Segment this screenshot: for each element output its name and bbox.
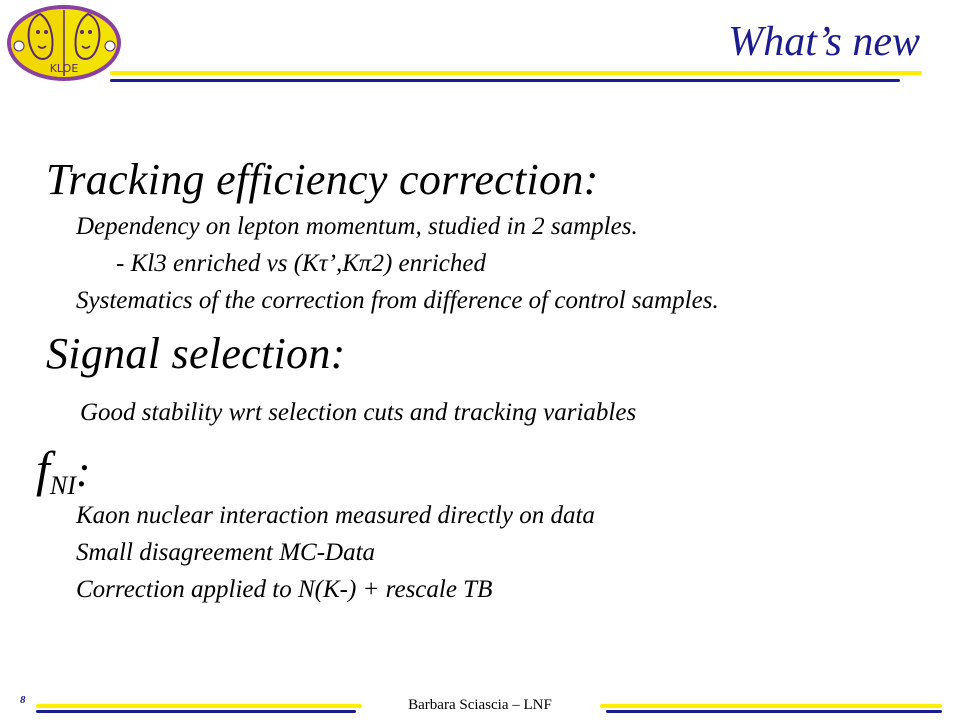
fnl-colon: : — [75, 447, 91, 496]
fnl-line-1: Kaon nuclear interaction measured directly on data — [76, 502, 595, 529]
tracking-heading: Tracking efficiency correction: — [46, 155, 599, 204]
signal-line-1: Good stability wrt selection cuts and tracking variables — [80, 399, 637, 426]
tracking-line-1: Dependency on lepton momentum, studied in 2 samples. — [76, 213, 638, 240]
kloe-logo — [4, 2, 124, 84]
tracking-line-3: Systematics of the correction from difference of control samples. — [76, 287, 719, 314]
slide-title: What’s new — [728, 19, 920, 65]
svg-text:KLOE: KLOE — [49, 62, 79, 75]
header-rule-blue — [110, 79, 900, 82]
fnl-subscript: NI — [49, 471, 76, 500]
footer-author: Barbara Sciascia – LNF — [408, 697, 552, 713]
tracking-line-2: - Kl3 enriched vs (Kτ’,Kπ2) enriched — [116, 250, 486, 277]
fnl-heading — [36, 440, 91, 498]
signal-heading: Signal selection: — [46, 329, 346, 378]
fnl-line-3: Correction applied to N(K-) + rescale TB — [76, 576, 493, 603]
page-number: 8 — [20, 694, 26, 706]
fnl-line-2: Small disagreement MC-Data — [76, 539, 376, 566]
header-rule-yellow — [110, 71, 922, 75]
fnl-symbol: f — [36, 441, 50, 497]
